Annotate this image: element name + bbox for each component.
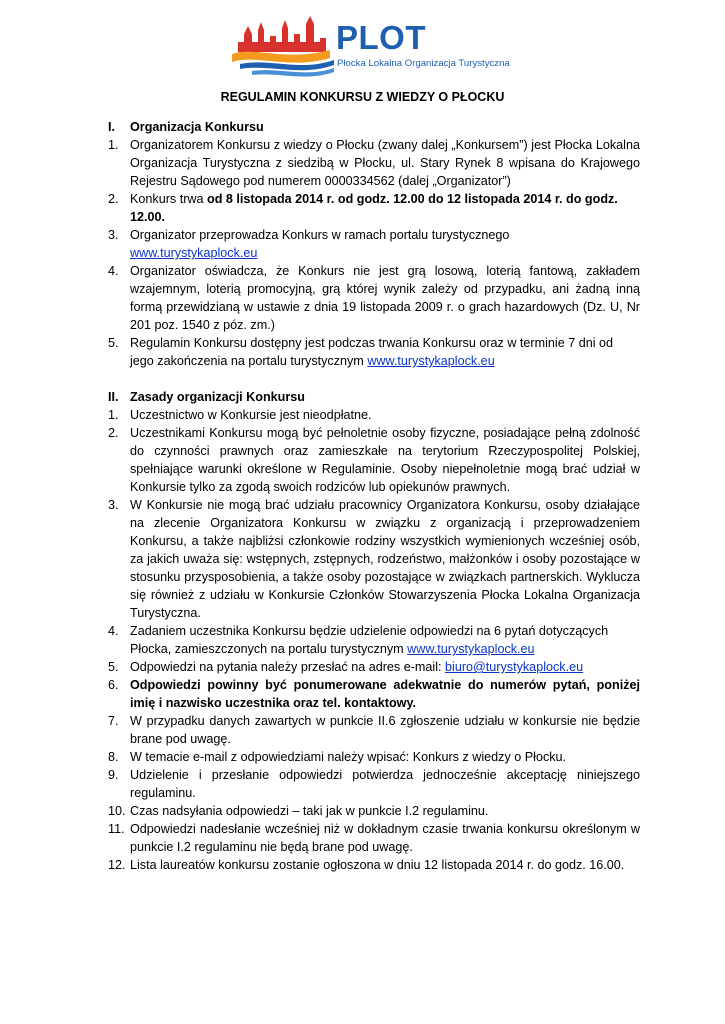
logo-subtitle: Płocka Lokalna Organizacja Turystyczna [337,58,510,69]
item-text-part: Regulamin Konkursu dostępny jest podczas trwania Konkursu oraz w terminie 7 dni od jego zakończenia na portalu turystycznym [130,336,614,368]
item-text: Uczestnictwo w Konkursie jest nieodpłatne. [130,408,372,422]
item-number: 1. [108,408,119,422]
list-item [108,226,640,262]
email-link[interactable]: biuro@turystykaplock.eu [445,660,584,674]
item-text: W przypadku danych zawartych w punkcie II.6 zgłoszenie udziału w konkursie nie będzie brane pod uwagę. [130,714,640,746]
section-title: Zasady organizacji Konkursu [130,390,305,404]
portal-link[interactable]: www.turystykaplock.eu [407,642,535,656]
item-text: Uczestnikami Konkursu mogą być pełnoletnie osoby fizyczne, posiadające pełną zdolność do czynności prawnych oraz zamieszkałe na terytorium Rzeczypospolitej Polskiej, spełniające warunki określone w Regulaminie. Osoby niepełnoletnie mogą brać udział w Konkursie tylko za zgodą swoich rodziców lub opiekunów prawnych. [130,426,640,494]
item-number: 4. [108,624,119,638]
list-item [108,658,640,676]
item-bold-text: Odpowiedzi powinny być ponumerowane adekwatnie do numerów pytań, poniżej imię i nazwisko uczestnika oraz tel. kontaktowy. [130,678,640,710]
list-item [108,424,640,496]
portal-link[interactable]: www.turystykaplock.eu [367,354,495,368]
item-number: 3. [108,228,119,242]
item-text: W temacie e-mail z odpowiedziami należy wpisać: Konkurs z wiedzy o Płocku. [130,750,567,764]
item-number: 10. [108,804,126,818]
item-bold-text: od 8 listopada 2014 r. od godz. 12.00 do 12 listopada 2014 r. do godz. 12.00. [130,192,618,224]
item-number: 3. [108,498,119,512]
item-number: 6. [108,678,119,692]
document-body [108,118,640,874]
plot-logo [230,12,510,82]
item-text-part: Konkurs trwa [130,192,207,206]
section-heading-2 [108,388,640,406]
item-number: 9. [108,768,119,782]
list-item [108,712,640,748]
item-text: Odpowiedzi nadesłanie wcześniej niż w dokładnym czasie trwania konkursu określonym w punkcie I.2 regulaminu nie będą brane pod uwagę. [130,822,640,854]
item-number: 4. [108,264,119,278]
list-item [108,190,640,226]
item-text: Organizator oświadcza, że Konkurs nie jest grą losową, loterią fantową, zakładem wzajemnym, loterią promocyjną, grą której wynik zależy od przypadku, ani żadną inną formą przewidzianą w ustawie z dnia 19 listopada 2009 r. o grach hazardowych (Dz. U, Nr 201 poz. 1540 z póz. zm.) [130,264,640,332]
item-text: Organizatorem Konkursu z wiedzy o Płocku (zwany dalej „Konkursem”) jest Płocka Lokalna Organizacja Turystyczna z siedzibą w Płocku, ul. Stary Rynek 8 wpisana do Krajowego Rejestru Sądowego pod numerem 0000334562 (dalej „Organizator”) [130,138,640,188]
section-heading-1 [108,118,640,136]
item-text [130,658,640,676]
document-title: REGULAMIN KONKURSU Z WIEDZY O PŁOCKU [220,90,505,104]
list-item [108,406,640,424]
item-text: Lista laureatów konkursu zostanie ogłoszona w dniu 12 listopada 2014 r. do godz. 16.00. [130,858,625,872]
item-number: 5. [108,660,119,674]
list-item [108,622,640,658]
section-title: Organizacja Konkursu [130,120,264,134]
item-number: 1. [108,138,119,152]
item-text: Udzielenie i przesłanie odpowiedzi potwierdza jednocześnie akceptację niniejszego regulaminu. [130,768,640,800]
list-item [108,496,640,622]
plot-skyline-icon [230,12,340,82]
list-item [108,748,640,766]
item-text: Czas nadsyłania odpowiedzi – taki jak w punkcie I.2 regulaminu. [130,804,489,818]
item-number: 11. [108,822,125,836]
list-item [108,334,640,370]
list-item [108,802,640,820]
item-text-part: Organizator przeprowadza Konkurs w ramach portalu turystycznego [130,228,510,242]
list-item [108,856,640,874]
list-item [108,820,640,856]
item-number: 2. [108,192,119,206]
item-text [130,190,640,226]
item-number: 8. [108,750,119,764]
item-number: 2. [108,426,119,440]
item-text-part: Odpowiedzi na pytania należy przesłać na adres e-mail: [130,660,446,674]
logo-title: PLOT [336,19,426,56]
item-text [130,334,640,370]
item-text-part: Zadaniem uczestnika Konkursu będzie udzielenie odpowiedzi na 6 pytań dotyczących Płocka, zamieszczonych na portalu turystycznym [130,624,609,656]
section-number: II. [108,390,119,404]
item-number: 12. [108,858,126,872]
item-number: 7. [108,714,119,728]
list-item [108,766,640,802]
portal-link[interactable]: www.turystykaplock.eu [130,246,258,260]
item-text [130,622,640,658]
item-number: 5. [108,336,119,350]
item-text [130,226,640,262]
section-number: I. [108,120,115,134]
list-item [108,262,640,334]
item-text: W Konkursie nie mogą brać udziału pracownicy Organizatora Konkursu, osoby działające na zlecenie Organizatora Konkursu w związku z organizacją i przeprowadzeniem Konkursu, a także najbliżsi członkowie rodziny wszystkich wymienionych wcześniej osób, za jakich uważa się: wstępnych, zstępnych, rodzeństwo, małżonków i osoby pozostające w stosunku przysposobienia, a także osoby pozostające w związkach partnerskich. Wyklucza się również z udziału w Konkursie Członków Stowarzyszenia Płocka Lokalna Organizacja Turystyczna. [130,498,640,620]
list-item [108,676,640,712]
list-item [108,136,640,190]
